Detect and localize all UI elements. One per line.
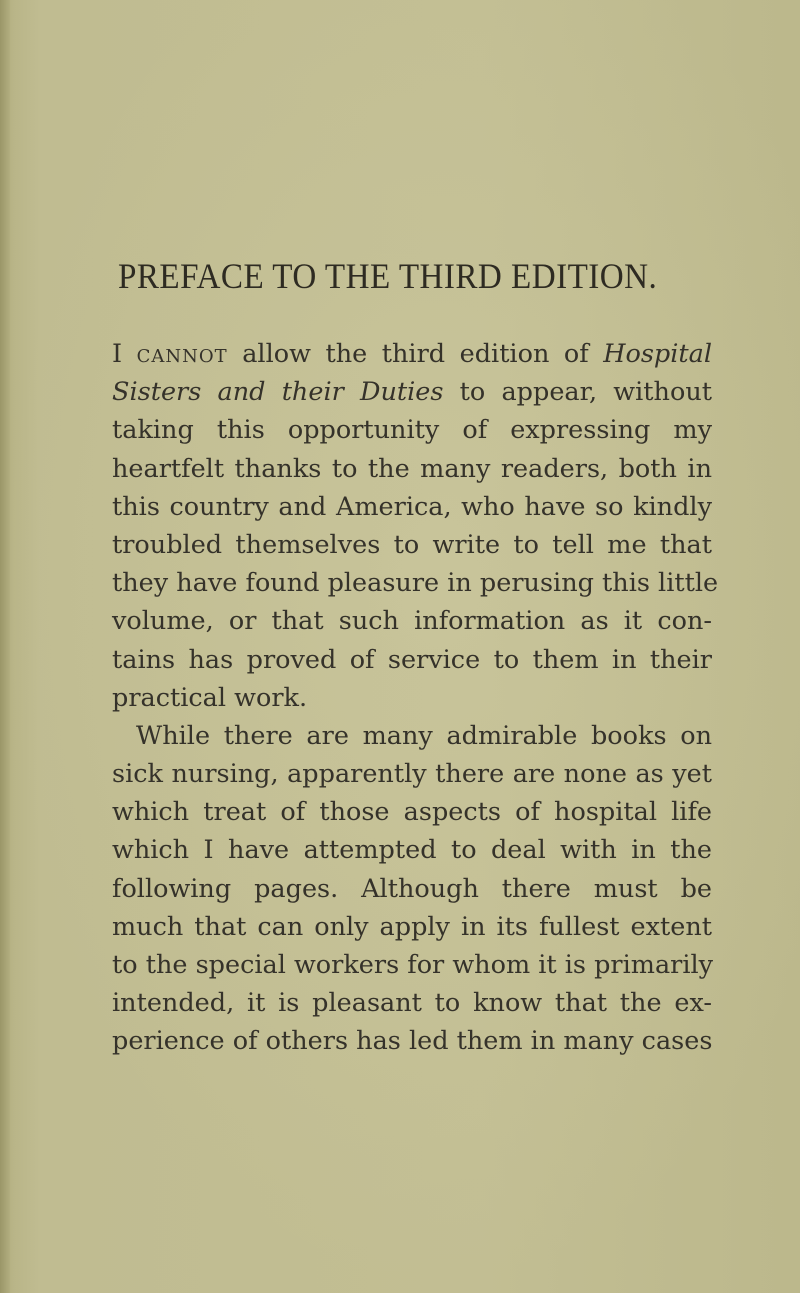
text-line: While there are many admirable books on xyxy=(136,720,712,751)
text-line: they have found pleasure in perusing this little xyxy=(112,568,719,599)
text-line xyxy=(112,373,712,411)
text-line: heartfelt thanks to the many readers, both in xyxy=(112,453,712,484)
italic-book-title: Sisters and their Duties xyxy=(112,377,444,408)
page-gutter-edge xyxy=(0,0,10,1293)
text-line xyxy=(112,335,712,373)
italic-book-title: Hospital xyxy=(603,339,713,369)
text-line: which I have attempted to deal with in the xyxy=(112,835,712,866)
text-line: taking this opportunity of expressing my xyxy=(112,415,712,446)
text-fragment: allow the third edition of xyxy=(227,339,604,369)
small-caps-word: cannot xyxy=(136,339,228,369)
text-line: troubled themselves to write to tell me that xyxy=(112,529,712,560)
text-line: much that can only apply in its fullest extent xyxy=(112,911,712,942)
text-line: perience of others has led them in many cases xyxy=(112,1026,713,1057)
text-line: practical work. xyxy=(112,682,308,713)
preface-title: PREFACE TO THE THIRD EDITION. xyxy=(118,256,658,296)
text-fragment: to appear, without xyxy=(443,377,712,408)
text-line: this country and America, who have so kindly xyxy=(112,491,712,522)
text-line: which treat of those aspects of hospital life xyxy=(112,797,712,828)
text-line: sick nursing, apparently there are none as yet xyxy=(112,759,712,790)
text-line: intended, it is pleasant to know that the ex- xyxy=(112,988,712,1019)
text-line: volume, or that such information as it con- xyxy=(112,606,712,637)
text-fragment: I xyxy=(112,339,137,369)
text-line: following pages. Although there must be xyxy=(112,873,712,904)
text-line: tains has proved of service to them in their xyxy=(112,644,712,675)
preface-body xyxy=(112,335,719,1061)
text-line: to the special workers for whom it is primarily xyxy=(112,950,714,980)
